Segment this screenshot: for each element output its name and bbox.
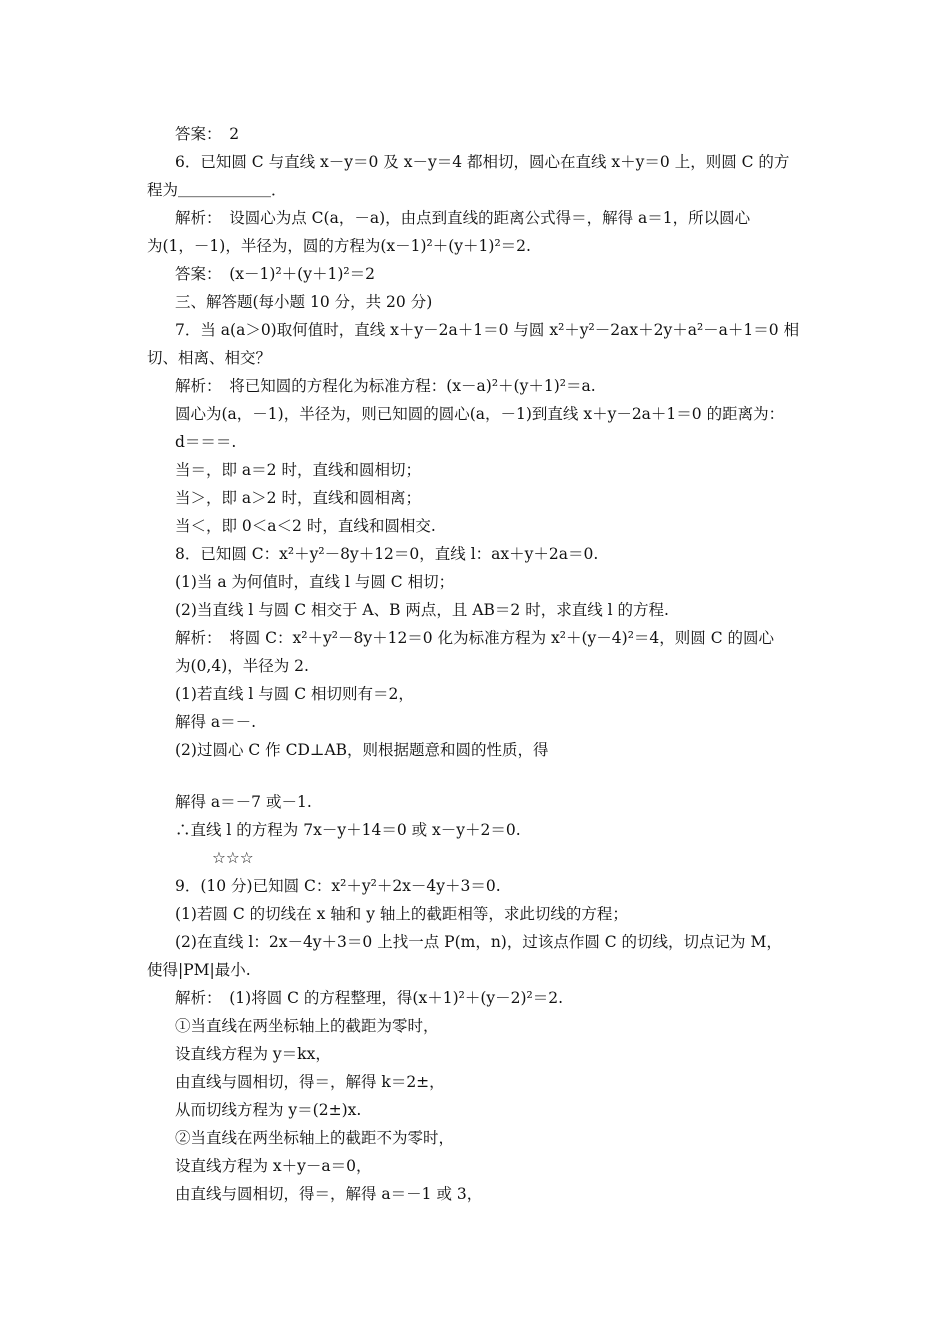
text-line: 解析： 将已知圆的方程化为标准方程：(x－a)²＋(y＋1)²＝a. — [175, 377, 596, 395]
text-line: 答案： (x－1)²＋(y＋1)²＝2 — [175, 265, 375, 283]
text-line: 由直线与圆相切，得＝，解得 k＝2±， — [175, 1073, 445, 1091]
question-7-line-2: 切、相离、相交？ — [147, 349, 272, 367]
text-line: ①当直线在两坐标轴上的截距为零时， — [175, 1017, 439, 1035]
question-7-line-1: 7．当 a(a＞0)取何值时，直线 x＋y－2a＋1＝0 与圆 x²＋y²－2ax＋2y＋a²－a＋1＝0 相 — [175, 321, 800, 339]
question-8-line-1: 8．已知圆 C：x²＋y²－8y＋12＝0，直线 l：ax＋y＋2a＝0. — [175, 545, 599, 563]
text-line: 为(1，－1)，半径为，圆的方程为(x－1)²＋(y＋1)²＝2. — [147, 237, 531, 255]
text-line: (1)当 a 为何值时，直线 l 与圆 C 相切； — [175, 573, 455, 591]
text-line: 解析： 将圆 C：x²＋y²－8y＋12＝0 化为标准方程为 x²＋(y－4)²＝4，则圆 C 的圆心 — [175, 629, 774, 647]
text-line: 解得 a＝－7 或－1. — [175, 793, 312, 811]
question-6-line-2: 程为＿＿＿＿＿＿． — [147, 181, 287, 199]
text-line: 解析： 设圆心为点 C(a，－a)，由点到直线的距离公式得＝，解得 a＝1，所以圆心 — [175, 209, 751, 227]
text-line: 解析： (1)将圆 C 的方程整理，得(x＋1)²＋(y－2)²＝2. — [175, 989, 564, 1007]
text-line: 当＜，即 0＜a＜2 时，直线和圆相交. — [175, 517, 436, 535]
text-line: 设直线方程为 y＝kx， — [175, 1045, 331, 1063]
section-heading: 三、解答题(每小题 10 分，共 20 分) — [175, 293, 433, 311]
text-line: 由直线与圆相切，得＝，解得 a＝－1 或 3， — [175, 1185, 483, 1203]
text-line: (2)当直线 l 与圆 C 相交于 A、B 两点，且 AB＝2 时，求直线 l 的方程. — [175, 601, 669, 619]
star-divider: ☆☆☆ — [212, 849, 254, 867]
text-line: 当＞，即 a＞2 时，直线和圆相离； — [175, 489, 421, 507]
text-line: 为(0,4)，半径为 2. — [175, 657, 309, 675]
text-line: (2)过圆心 C 作 CD⊥AB，则根据题意和圆的性质，得 — [175, 741, 549, 759]
text-line: 答案： 2 — [175, 125, 240, 143]
question-9-line-1: 9．(10 分)已知圆 C：x²＋y²＋2x－4y＋3＝0. — [175, 877, 501, 895]
text-line: 使得|PM|最小. — [147, 961, 251, 979]
text-line: ∴直线 l 的方程为 7x－y＋14＝0 或 x－y＋2＝0. — [175, 821, 521, 839]
text-line: d＝＝＝. — [175, 433, 237, 451]
text-line: 当＝，即 a＝2 时，直线和圆相切； — [175, 461, 421, 479]
text-line: 从而切线方程为 y＝(2±)x. — [175, 1101, 362, 1119]
text-line: ②当直线在两坐标轴上的截距不为零时， — [175, 1129, 455, 1147]
text-line: (1)若圆 C 的切线在 x 轴和 y 轴上的截距相等，求此切线的方程； — [175, 905, 628, 923]
text-line: 设直线方程为 x＋y－a＝0， — [175, 1157, 372, 1175]
text-line: 解得 a＝－. — [175, 713, 257, 731]
text-line: 圆心为(a，－1)，半径为，则已知圆的圆心(a，－1)到直线 x＋y－2a＋1＝0 的距离为： — [175, 405, 785, 423]
text-line: (1)若直线 l 与圆 C 相切则有＝2， — [175, 685, 414, 703]
text-line: (2)在直线 l：2x－4y＋3＝0 上找一点 P(m，n)，过该点作圆 C 的切线，切点记为 M， — [175, 933, 782, 951]
question-6-line-1: 6．已知圆 C 与直线 x－y＝0 及 x－y＝4 都相切，圆心在直线 x＋y＝0 上，则圆 C 的方 — [175, 153, 790, 171]
